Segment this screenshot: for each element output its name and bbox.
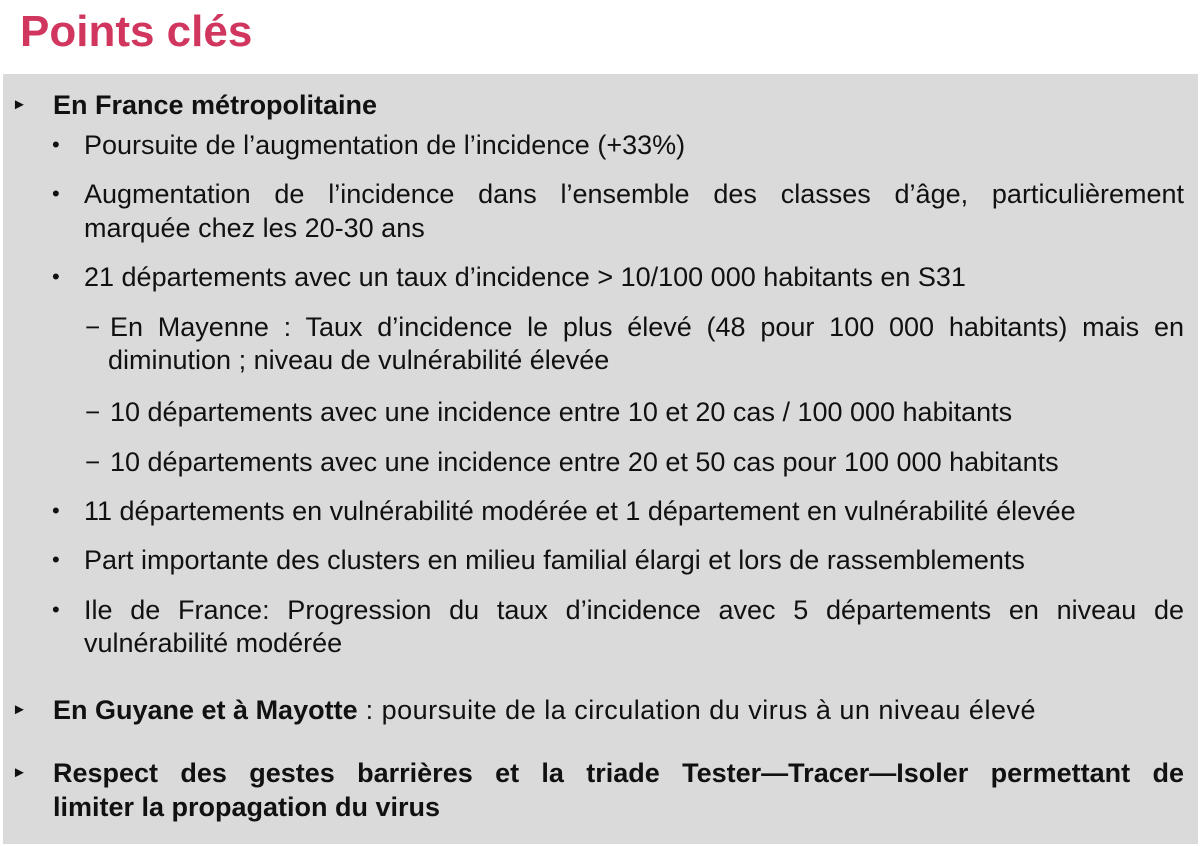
section-heading: En Guyane et à Mayotte: [53, 695, 358, 725]
section-heading: En France métropolitaine: [53, 90, 378, 120]
section-heading: limiter la propagation du virus: [53, 792, 441, 822]
page-title: Points clés: [20, 7, 253, 56]
dot-bullet-icon: •: [52, 498, 60, 523]
section-heading: Respect des gestes barrières et la triade Tester—Tracer—Isoler permettant de: [53, 758, 1184, 788]
bullet-text: marquée chez les 20-30 ans: [84, 213, 425, 243]
arrow-bullet-icon: ►: [12, 764, 27, 781]
bullet-text: Poursuite de l’augmentation de l’incidence (+33%): [84, 130, 686, 160]
dot-bullet-icon: •: [52, 132, 60, 157]
bullet-text: 11 départements en vulnérabilité modérée et 1 département en vulnérabilité élevée: [84, 496, 1076, 526]
dot-bullet-icon: •: [52, 181, 60, 206]
bullet-text: vulnérabilité modérée: [84, 628, 343, 658]
dash-bullet-icon: −: [85, 397, 101, 427]
dot-bullet-icon: •: [52, 264, 60, 289]
bullet-text: Part importante des clusters en milieu familial élargi et lors de rassemblements: [84, 545, 1025, 575]
bullet-text: 21 départements avec un taux d’incidence > 10/100 000 habitants en S31: [84, 262, 966, 292]
subbullet-text: 10 départements avec une incidence entre 10 et 20 cas / 100 000 habitants: [110, 397, 1013, 427]
subbullet-text: diminution ; niveau de vulnérabilité élevée: [108, 345, 610, 375]
dash-bullet-icon: −: [85, 447, 101, 477]
bullet-text: Augmentation de l’incidence dans l’ensemble des classes d’âge, particulièrement: [84, 179, 1184, 209]
dot-bullet-icon: •: [52, 597, 60, 622]
dot-bullet-icon: •: [52, 547, 60, 572]
section-tail: : poursuite de la circulation du virus à un niveau élevé: [357, 695, 1036, 725]
arrow-bullet-icon: ►: [12, 701, 27, 718]
subbullet-text: 10 départements avec une incidence entre 20 et 50 cas pour 100 000 habitants: [110, 447, 1059, 477]
bullet-text: Ile de France: Progression du taux d’incidence avec 5 départements en niveau de: [84, 595, 1184, 625]
arrow-bullet-icon: ►: [12, 96, 27, 113]
dash-bullet-icon: −: [85, 312, 101, 342]
section-line: [53, 693, 1036, 727]
subbullet-text: En Mayenne : Taux d’incidence le plus élevé (48 pour 100 000 habitants) mais en: [110, 312, 1184, 342]
